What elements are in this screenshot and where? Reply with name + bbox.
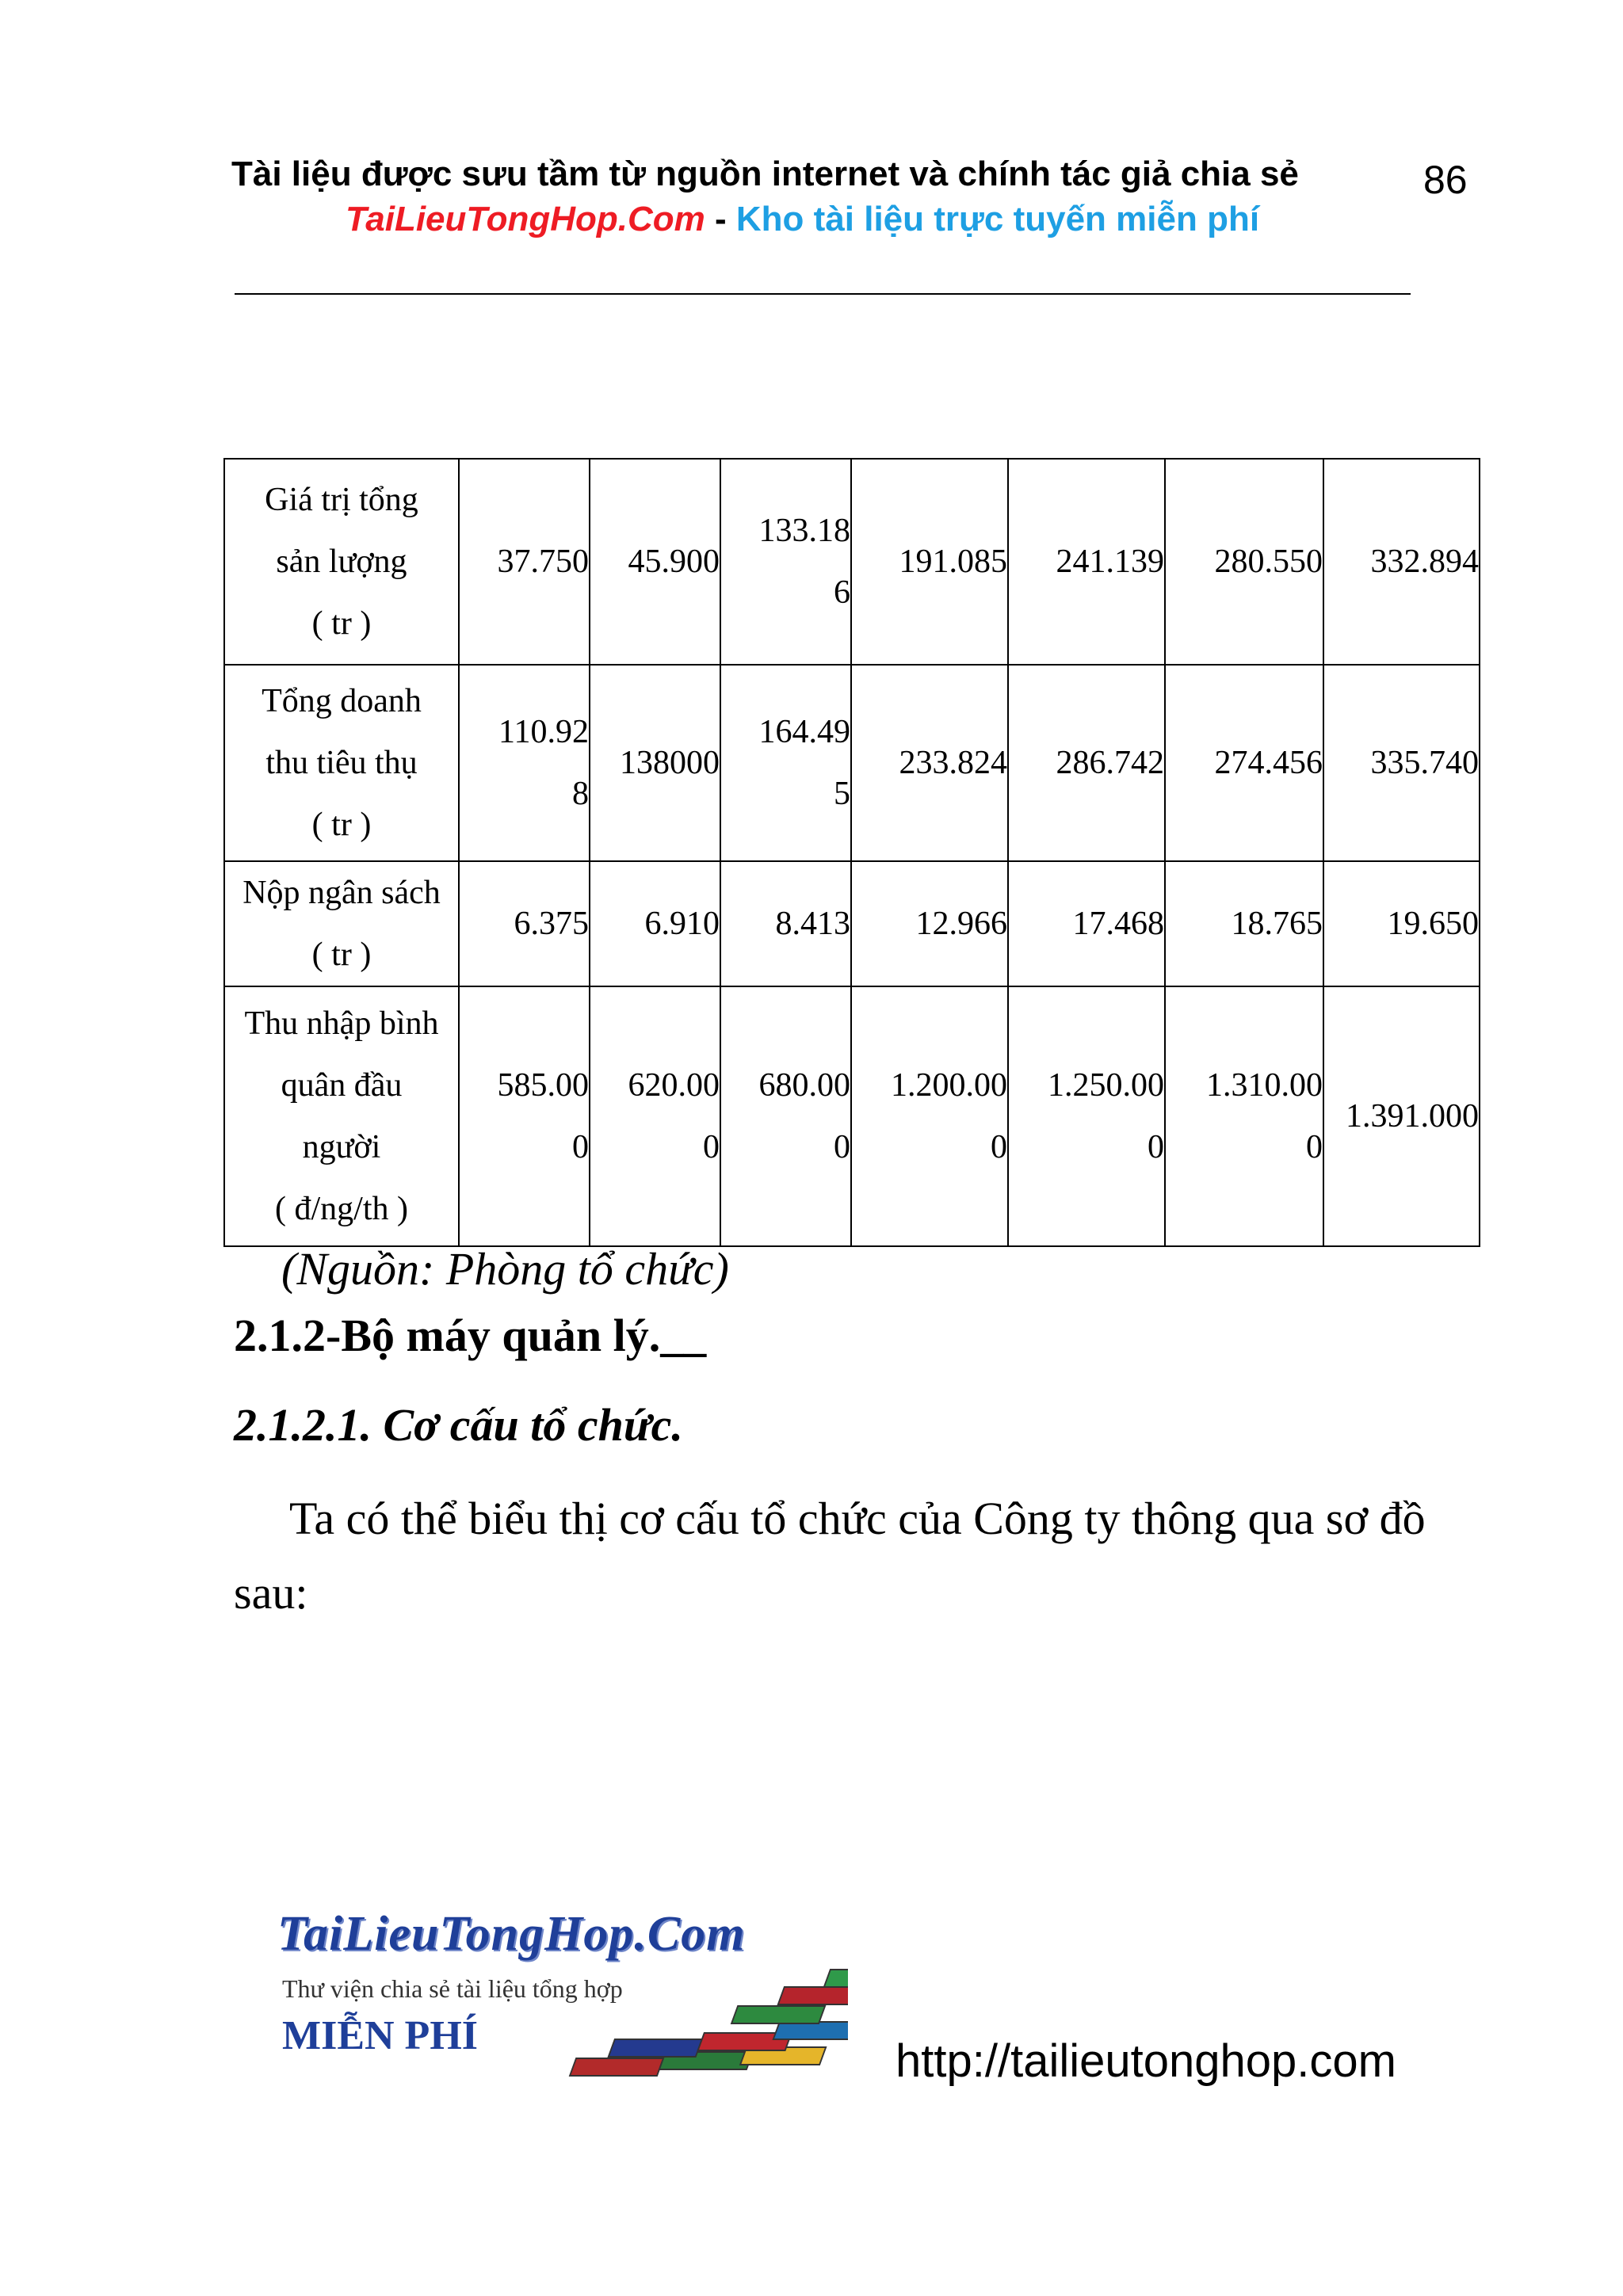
value-text: 18.765 (1231, 906, 1323, 942)
row-label-line: ( tr ) (311, 605, 372, 642)
row-label (224, 459, 459, 665)
statistics-table (223, 458, 1480, 1247)
row-label-line: ( đ/ng/th ) (275, 1191, 408, 1227)
header-subtitle (346, 200, 1259, 239)
value-text: 280.550 (1214, 543, 1323, 580)
value-cell (720, 986, 851, 1246)
value-cell (851, 986, 1008, 1246)
value-cell (851, 861, 1008, 986)
value-text: 6.910 (644, 906, 720, 942)
section-heading: 2.1.2-Bộ máy quản lý.__ (234, 1310, 707, 1361)
page-number: 86 (1423, 158, 1468, 202)
value-text: 335.740 (1370, 745, 1479, 781)
value-cell (1008, 459, 1165, 665)
table-row (224, 459, 1480, 665)
value-cell (851, 459, 1008, 665)
row-label-line: ( tr ) (311, 807, 372, 843)
value-text: 45.900 (628, 543, 720, 580)
row-label-line: Nộp ngân sách (242, 875, 441, 911)
row-label-line: Giá trị tổng (265, 482, 418, 518)
value-text: 241.139 (1056, 543, 1164, 580)
row-label-line: Thu nhập bình (244, 1005, 439, 1042)
value-text: 17.468 (1072, 906, 1164, 942)
value-text: 286.742 (1056, 745, 1164, 781)
row-label-line: người (302, 1129, 381, 1165)
value-cell (1008, 986, 1165, 1246)
value-cell (1165, 861, 1323, 986)
row-label (224, 986, 459, 1246)
value-text: 19.650 (1387, 906, 1479, 942)
value-cell (1323, 459, 1480, 665)
value-text: 138000 (620, 745, 720, 781)
value-text: 0 (1148, 1129, 1164, 1165)
table-row (224, 986, 1480, 1246)
value-text: 1.200.00 (891, 1067, 1007, 1104)
value-cell (1008, 861, 1165, 986)
value-text: 12.966 (915, 906, 1007, 942)
row-label-line: ( tr ) (311, 936, 372, 973)
value-cell (459, 665, 590, 861)
body-paragraph: Ta có thể biểu thị cơ cấu tổ chức của Công ty thông qua sơ đồ sau: (234, 1493, 1426, 1619)
subsection-heading: 2.1.2.1. Cơ cấu tổ chức. (234, 1399, 683, 1451)
value-cell (720, 861, 851, 986)
value-text: 0 (1306, 1129, 1323, 1165)
value-text: 0 (572, 1129, 589, 1165)
value-cell (590, 986, 720, 1246)
value-cell (590, 861, 720, 986)
value-text: 680.00 (758, 1067, 850, 1104)
header-tagline: Kho tài liệu trực tuyến miễn phí (735, 200, 1260, 238)
value-text: 585.00 (497, 1067, 589, 1104)
value-text: 8.413 (775, 906, 850, 942)
value-text: 1.310.00 (1206, 1067, 1323, 1104)
value-text: 5 (834, 776, 850, 812)
value-text: 0 (991, 1129, 1007, 1165)
row-label-line: quân đầu (281, 1067, 403, 1104)
value-text: 6.375 (514, 906, 589, 942)
value-text: 233.824 (899, 745, 1007, 781)
row-label (224, 665, 459, 861)
value-text: 0 (834, 1129, 850, 1165)
value-cell (1323, 861, 1480, 986)
value-cell (459, 861, 590, 986)
value-cell (459, 459, 590, 665)
value-text: 0 (703, 1129, 720, 1165)
value-text: 37.750 (497, 543, 589, 580)
value-text: 1.250.00 (1048, 1067, 1164, 1104)
footer-url[interactable]: http://tailieutonghop.com (896, 2035, 1396, 2087)
value-cell (720, 665, 851, 861)
table-row (224, 665, 1480, 861)
value-text: 332.894 (1370, 543, 1479, 580)
row-label-line: sản lượng (276, 543, 407, 580)
table-row (224, 861, 1480, 986)
value-cell (1165, 459, 1323, 665)
value-text: 133.18 (758, 513, 850, 549)
value-text: 274.456 (1214, 745, 1323, 781)
site-logo[interactable] (277, 1901, 896, 2084)
logo-title: TaiLieuTongHop.Com (277, 1907, 746, 1961)
value-cell (1323, 665, 1480, 861)
table-source-note: (Nguồn: Phòng tổ chức) (281, 1243, 729, 1295)
value-cell (1008, 665, 1165, 861)
value-cell (1165, 986, 1323, 1246)
value-text: 8 (572, 776, 589, 812)
header-brand[interactable]: TaiLieuTongHop.Com (346, 200, 705, 238)
value-cell (1323, 986, 1480, 1246)
value-cell (720, 459, 851, 665)
logo-subtitle: Thư viện chia sẻ tài liệu tổng hợp (282, 1974, 623, 2003)
value-text: 620.00 (628, 1067, 720, 1104)
row-label-line: thu tiêu thụ (265, 745, 418, 781)
value-cell (1165, 665, 1323, 861)
header-separator: - (705, 200, 736, 238)
value-text: 1.391.000 (1346, 1098, 1479, 1135)
value-text: 110.92 (498, 714, 589, 750)
value-cell (590, 459, 720, 665)
value-cell (459, 986, 590, 1246)
books-icon (515, 1965, 848, 2084)
row-label (224, 861, 459, 986)
value-text: 191.085 (899, 543, 1007, 580)
header-title: Tài liệu được sưu tầm từ nguồn internet và chính tác giả chia sẻ (231, 154, 1299, 193)
value-text: 6 (834, 574, 850, 611)
value-cell (590, 665, 720, 861)
logo-free-label: MIỄN PHÍ (282, 2013, 478, 2058)
header-divider (235, 293, 1411, 295)
value-cell (851, 665, 1008, 861)
row-label-line: Tổng doanh (262, 683, 422, 719)
value-text: 164.49 (758, 714, 850, 750)
